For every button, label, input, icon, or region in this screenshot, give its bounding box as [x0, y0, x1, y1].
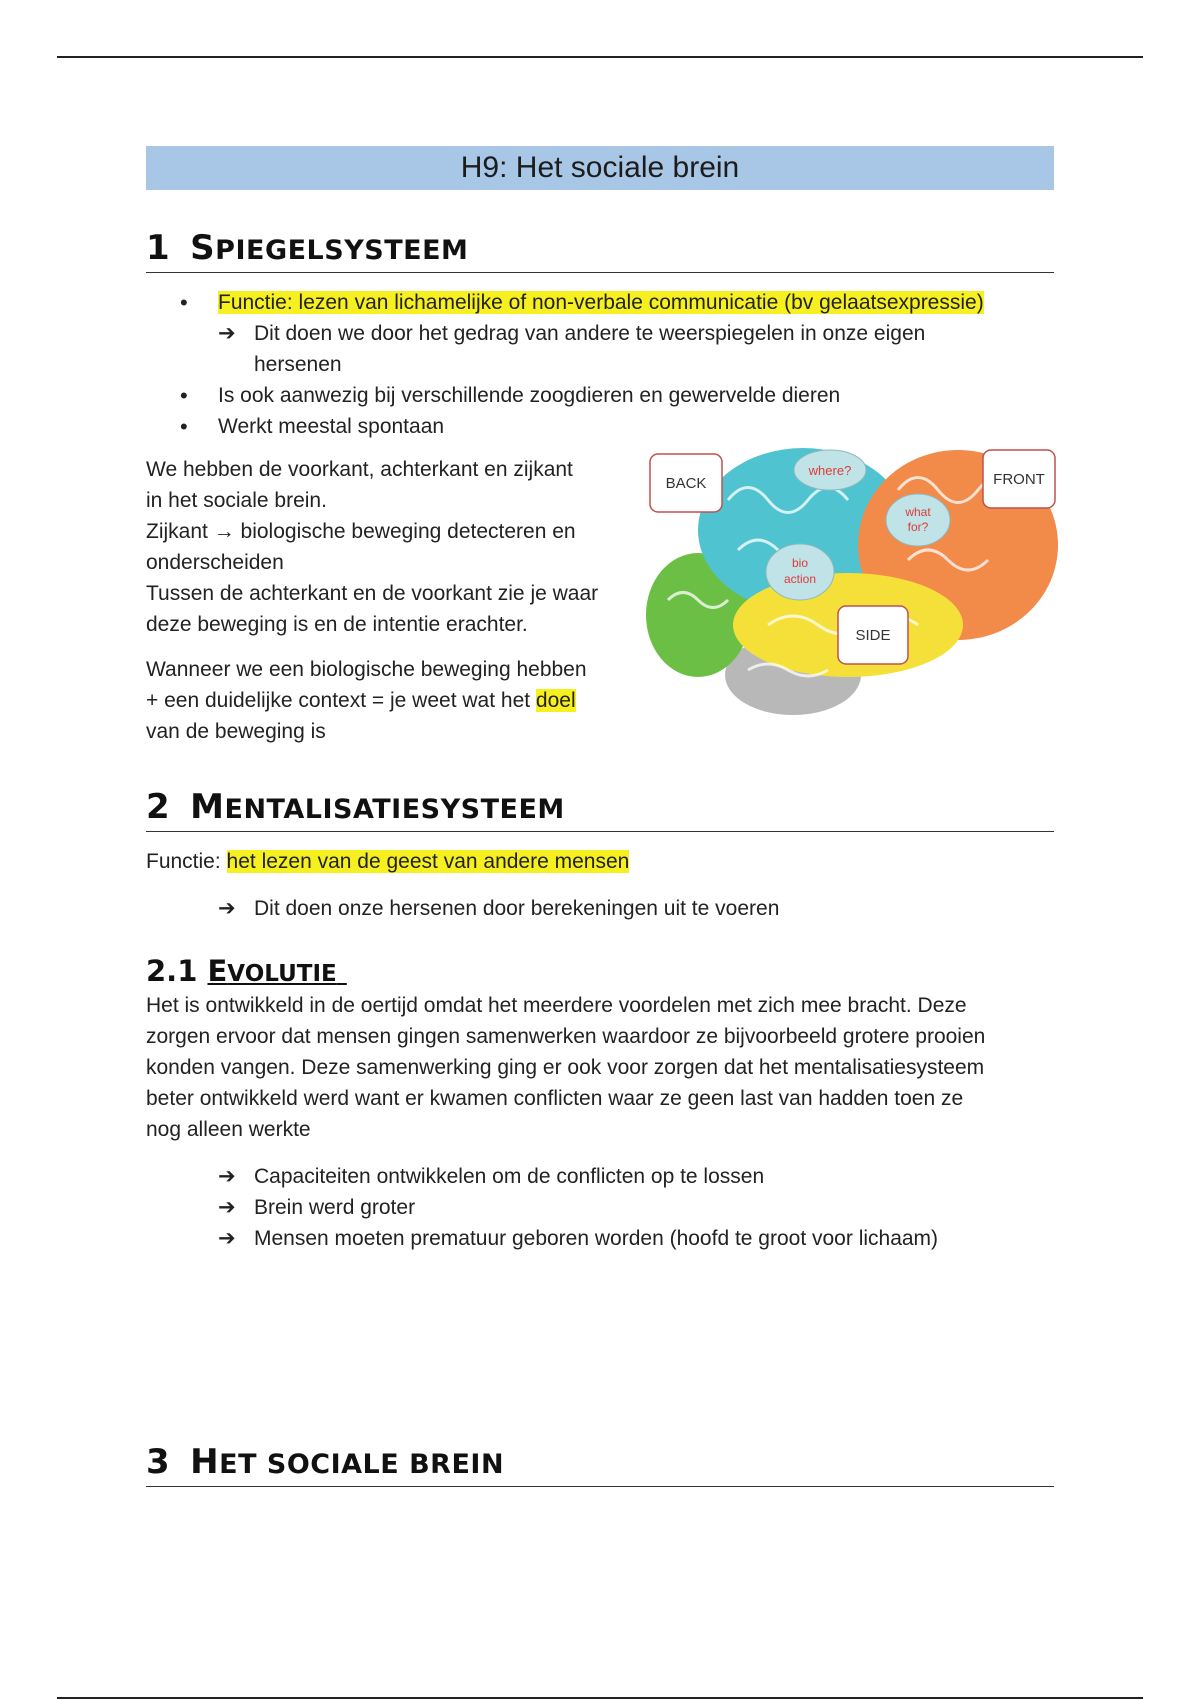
- arrow-text: Dit doen onze hersenen door berekeningen uit te voeren: [254, 897, 780, 920]
- subsection-title: [207, 954, 346, 988]
- text-line: We hebben de voorkant, achterkant en zijkant: [146, 458, 573, 481]
- text-line: nog alleen werkte: [146, 1118, 311, 1141]
- heading-rest: VOLUTIE: [227, 961, 337, 987]
- section-heading-3: [146, 1442, 1054, 1487]
- text-line: Tussen de achterkant en de voorkant zie je waar: [146, 582, 599, 605]
- text-line: Wanneer we een biologische beweging hebben: [146, 658, 587, 681]
- functie-line: [146, 846, 1054, 877]
- arrow-item: [146, 1161, 1054, 1192]
- functie-label: Functie:: [146, 850, 227, 873]
- heading-rest: PIEGELSYSTEEM: [215, 235, 469, 266]
- whatfor-label: what: [905, 505, 931, 519]
- section-number: 2: [146, 787, 171, 827]
- text-line: [146, 685, 626, 716]
- highlighted-text: doel: [535, 689, 576, 712]
- highlighted-text: het lezen van de geest van andere mensen: [226, 850, 630, 873]
- text-line: van de beweging is: [146, 720, 326, 743]
- arrow-list: [146, 1161, 1054, 1254]
- whatfor-label: for?: [907, 520, 929, 534]
- list-item: [146, 287, 1054, 318]
- text-line: onderscheiden: [146, 551, 284, 574]
- arrow-text: Dit doen we door het gedrag van andere te weerspiegelen in onze eigen hersenen: [254, 322, 926, 376]
- heading-initial: S: [190, 228, 216, 268]
- document-title: H9: Het sociale brein: [146, 146, 1054, 190]
- list-item: • Werkt meestal spontaan: [146, 411, 1054, 442]
- arrow-icon: ➔: [218, 1196, 236, 1219]
- arrow-text: Capaciteiten ontwikkelen om de conflicten op te lossen: [254, 1165, 765, 1188]
- text-line: in het sociale brein.: [146, 489, 327, 512]
- text-line: deze beweging is en de intentie erachter.: [146, 613, 528, 636]
- paragraph-goal: [146, 654, 626, 747]
- paragraph-sides: [146, 454, 626, 640]
- heading-rest: ET SOCIALE BREIN: [219, 1449, 505, 1480]
- subsection-heading: [146, 954, 1054, 988]
- brain-svg: [638, 430, 1068, 720]
- arrow-icon: ➔: [218, 1165, 236, 1188]
- text-line: Het is ontwikkeld in de oertijd omdat het meerdere voordelen met zich mee bracht. Deze: [146, 994, 967, 1017]
- section-heading-2: [146, 787, 1054, 832]
- arrow-item: [146, 893, 1054, 924]
- arrow-item: [146, 318, 954, 380]
- arrow-icon: ➔: [218, 322, 236, 345]
- list-item: • Is ook aanwezig bij verschillende zoogdieren en gewervelde dieren: [146, 380, 1054, 411]
- section-number: 2.1: [146, 954, 198, 988]
- heading-initial: E: [207, 954, 228, 988]
- arrow-item: [146, 1192, 1054, 1223]
- section-number: 1: [146, 228, 171, 268]
- front-label: FRONT: [993, 471, 1045, 488]
- text-fragment: biologische beweging detecteren en: [234, 520, 576, 543]
- arrow-icon: ➔: [218, 897, 236, 920]
- arrow-icon: →: [213, 520, 235, 543]
- bio-label: bio: [791, 556, 809, 570]
- back-label: BACK: [665, 475, 707, 492]
- heading-initial: H: [190, 1442, 220, 1482]
- bullet-list: [146, 287, 1054, 318]
- text-fragment: Zijkant: [146, 520, 214, 543]
- text-line: zorgen ervoor dat mensen gingen samenwerken waardoor ze bijvoorbeeld grotere prooien: [146, 1025, 986, 1048]
- header-rule: [57, 56, 1143, 58]
- evolutie-paragraph: [146, 990, 1054, 1145]
- heading-rest: ENTALISATIESYSTEEM: [224, 794, 565, 825]
- arrow-icon: ➔: [218, 1227, 236, 1250]
- arrow-text: Brein werd groter: [254, 1196, 416, 1219]
- text-line: konden vangen. Deze samenwerking ging er ook voor zorgen dat het mentalisatiesysteem: [146, 1056, 985, 1079]
- arrow-text: Mensen moeten prematuur geboren worden (hoofd te groot voor lichaam): [254, 1227, 939, 1250]
- section-heading-1: [146, 228, 1054, 273]
- heading-initial: M: [190, 787, 225, 827]
- text-fragment: + een duidelijke context = je weet wat het: [146, 689, 536, 712]
- arrow-item: [146, 1223, 1054, 1254]
- text-line: beter ontwikkeld werd want er kwamen conflicten waar ze geen last van hadden toen ze: [146, 1087, 964, 1110]
- document-page: [146, 146, 1054, 1487]
- bio-label: action: [783, 572, 817, 586]
- text-line: [146, 516, 626, 547]
- footer-rule: [57, 1697, 1143, 1699]
- section-number: 3: [146, 1442, 171, 1482]
- side-label: SIDE: [855, 627, 891, 644]
- brain-illustration: [638, 430, 1068, 720]
- where-label: where?: [808, 463, 852, 478]
- highlighted-text: Functie: lezen van lichamelijke of non-verbale communicatie (bv gelaatsexpressie): [218, 291, 984, 314]
